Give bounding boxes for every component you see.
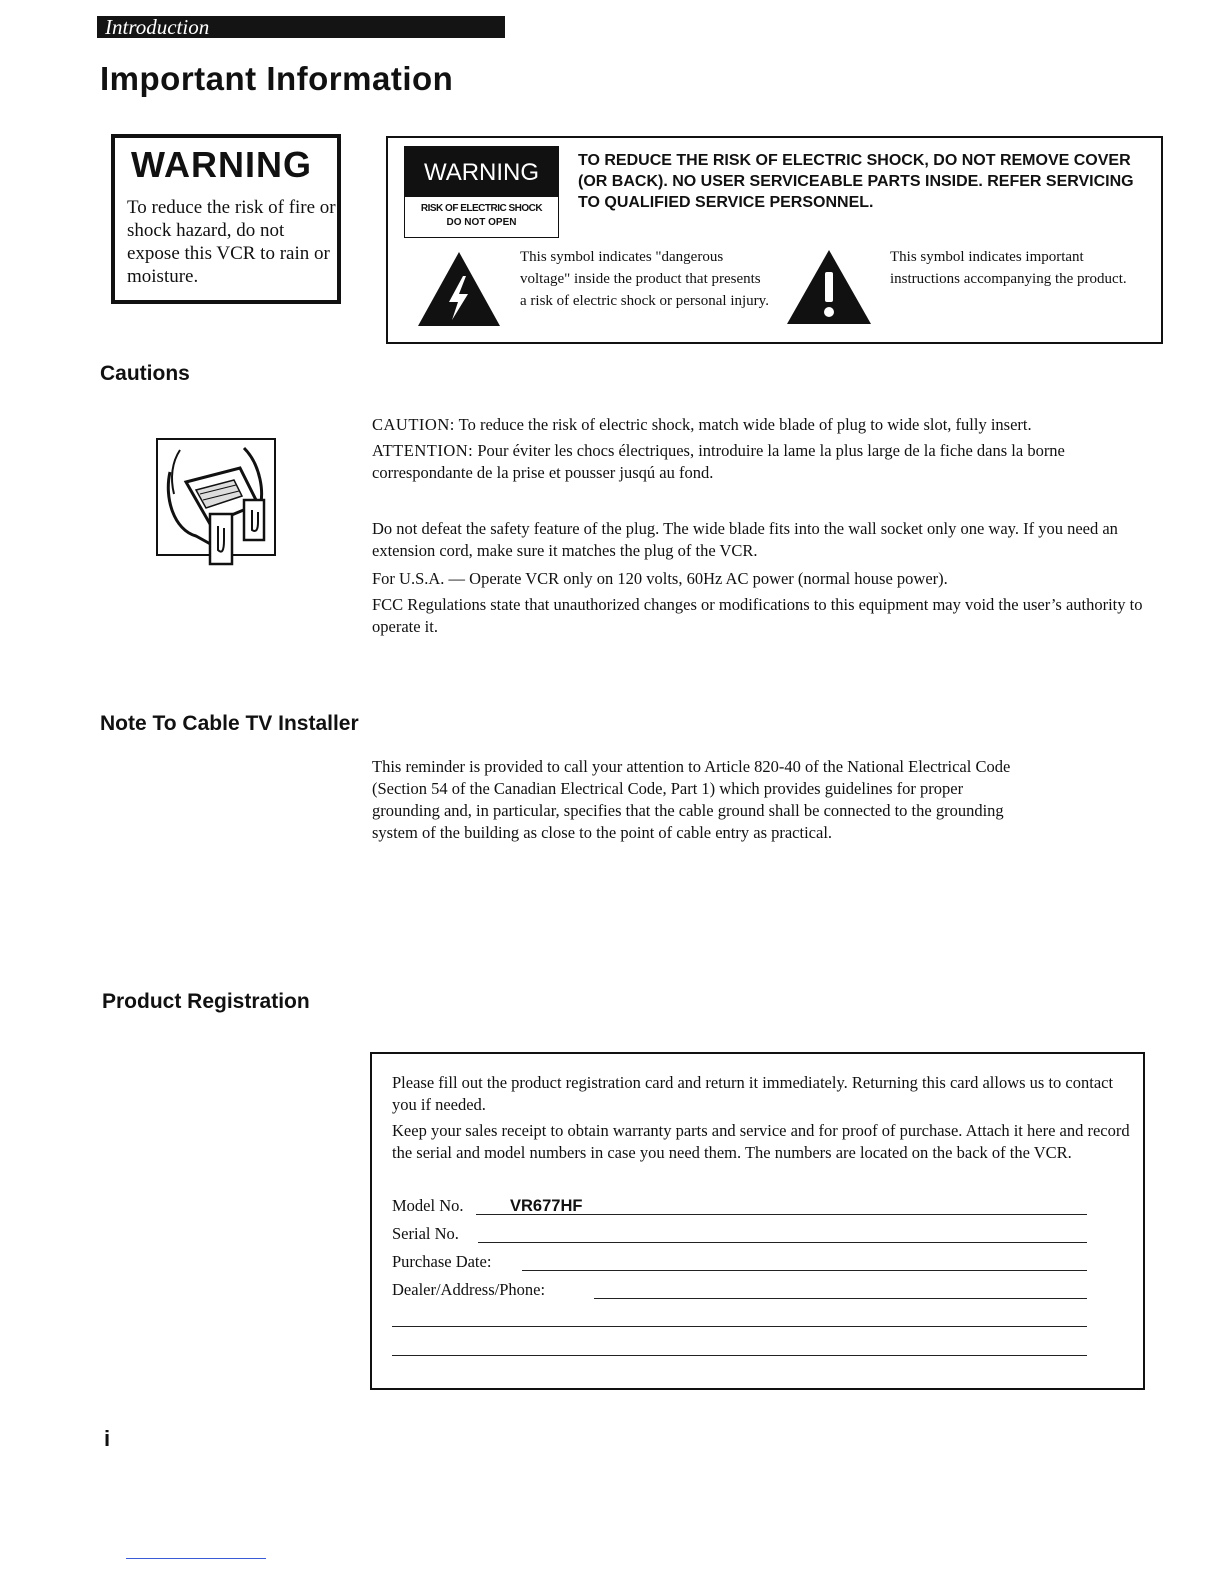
fcc-text: FCC Regulations state that unauthorized changes or modifications to this equipment may void the user’s authority to operate it. <box>372 595 1143 636</box>
registration-para-1: Please fill out the product registration card and return it immediately. Returning this card allows us to contact you if needed. <box>392 1073 1114 1114</box>
cable-text: This reminder is provided to call your attention to Article 820-40 of the National Electrical Code (Section 54 of the Canadian Electrical Code, Part 1) which provides guidelines for proper grounding and, in particular, specifies that the cable ground shall be connected to the grounding system of the building as close to the point of cable entry as practical. <box>372 757 1011 842</box>
registration-para-2: Keep your sales receipt to obtain warranty parts and service and for proof of purchase. Attach it here and record the serial and model numbers in case you need them. The numbers are located on the back of the VCR. <box>392 1121 1130 1162</box>
warning-label <box>404 146 559 238</box>
polarized-plug-icon <box>156 438 288 570</box>
warning-caps-text: TO REDUCE THE RISK OF ELECTRIC SHOCK, DO NOT REMOVE COVER (OR BACK). NO USER SERVICEABLE PARTS INSIDE. REFER SERVICING TO QUALIFIED SERVICE PERSONNEL. <box>578 152 1134 211</box>
section-tab-label: Introduction <box>105 15 210 39</box>
purchase-date-label: Purchase Date: <box>392 1252 492 1271</box>
exclamation-triangle-icon <box>785 248 873 326</box>
symbol-important-text: This symbol indicates important instructions accompanying the product. <box>890 249 1127 287</box>
dealer-line[interactable] <box>594 1298 1087 1299</box>
model-label: Model No. <box>392 1196 464 1215</box>
cautions-heading: Cautions <box>100 362 190 385</box>
page-title: Important Information <box>100 60 454 97</box>
registration-box <box>370 1052 1145 1390</box>
cable-heading: Note To Cable TV Installer <box>100 712 359 735</box>
attention-label: ATTENTION: <box>372 441 474 460</box>
purchase-date-line[interactable] <box>522 1270 1087 1271</box>
serial-line[interactable] <box>478 1242 1087 1243</box>
symbol-voltage-text: This symbol indicates "dangerous voltage" inside the product that presents a risk of electric shock or personal injury. <box>520 249 769 309</box>
plug-safety-text: Do not defeat the safety feature of the plug. The wide blade fits into the wall socket only one way. If you need an extension cord, make sure it matches the plug of the VCR. <box>372 519 1118 560</box>
dealer-line-3[interactable] <box>392 1355 1087 1356</box>
do-not-open-label: DO NOT OPEN <box>446 217 517 228</box>
model-value: VR677HF <box>510 1197 583 1215</box>
warning-text: To reduce the risk of fire or shock hazard, do not expose this VCR to rain or moisture. <box>127 197 336 287</box>
usa-power-text: For U.S.A. — Operate VCR only on 120 volts, 60Hz AC power (normal house power). <box>372 569 948 588</box>
attention-paragraph <box>372 440 1147 484</box>
caution-label: CAUTION: <box>372 415 455 434</box>
section-tab <box>97 16 505 38</box>
caution-paragraph <box>372 414 1172 436</box>
warning-title: WARNING <box>131 144 312 185</box>
lightning-triangle-icon <box>416 250 502 328</box>
warning-box-left <box>111 134 341 304</box>
registration-heading: Product Registration <box>102 990 310 1013</box>
page-number: i <box>104 1426 111 1451</box>
caution-text: To reduce the risk of electric shock, match wide blade of plug to wide slot, fully insert. <box>458 415 1032 434</box>
dealer-line-2[interactable] <box>392 1326 1087 1327</box>
attention-text: Pour éviter les chocs électriques, introduire la lame la plus large de la fiche dans la borne correspondante de la prise et pousser jusqú au fond. <box>372 441 1065 482</box>
warning-box-right <box>386 136 1163 344</box>
warning-label-title: WARNING <box>405 147 558 197</box>
risk-of-shock-label: RISK OF ELECTRIC SHOCK <box>420 203 543 214</box>
bottom-rule <box>126 1558 266 1559</box>
dealer-label: Dealer/Address/Phone: <box>392 1280 546 1299</box>
serial-label: Serial No. <box>392 1224 459 1243</box>
